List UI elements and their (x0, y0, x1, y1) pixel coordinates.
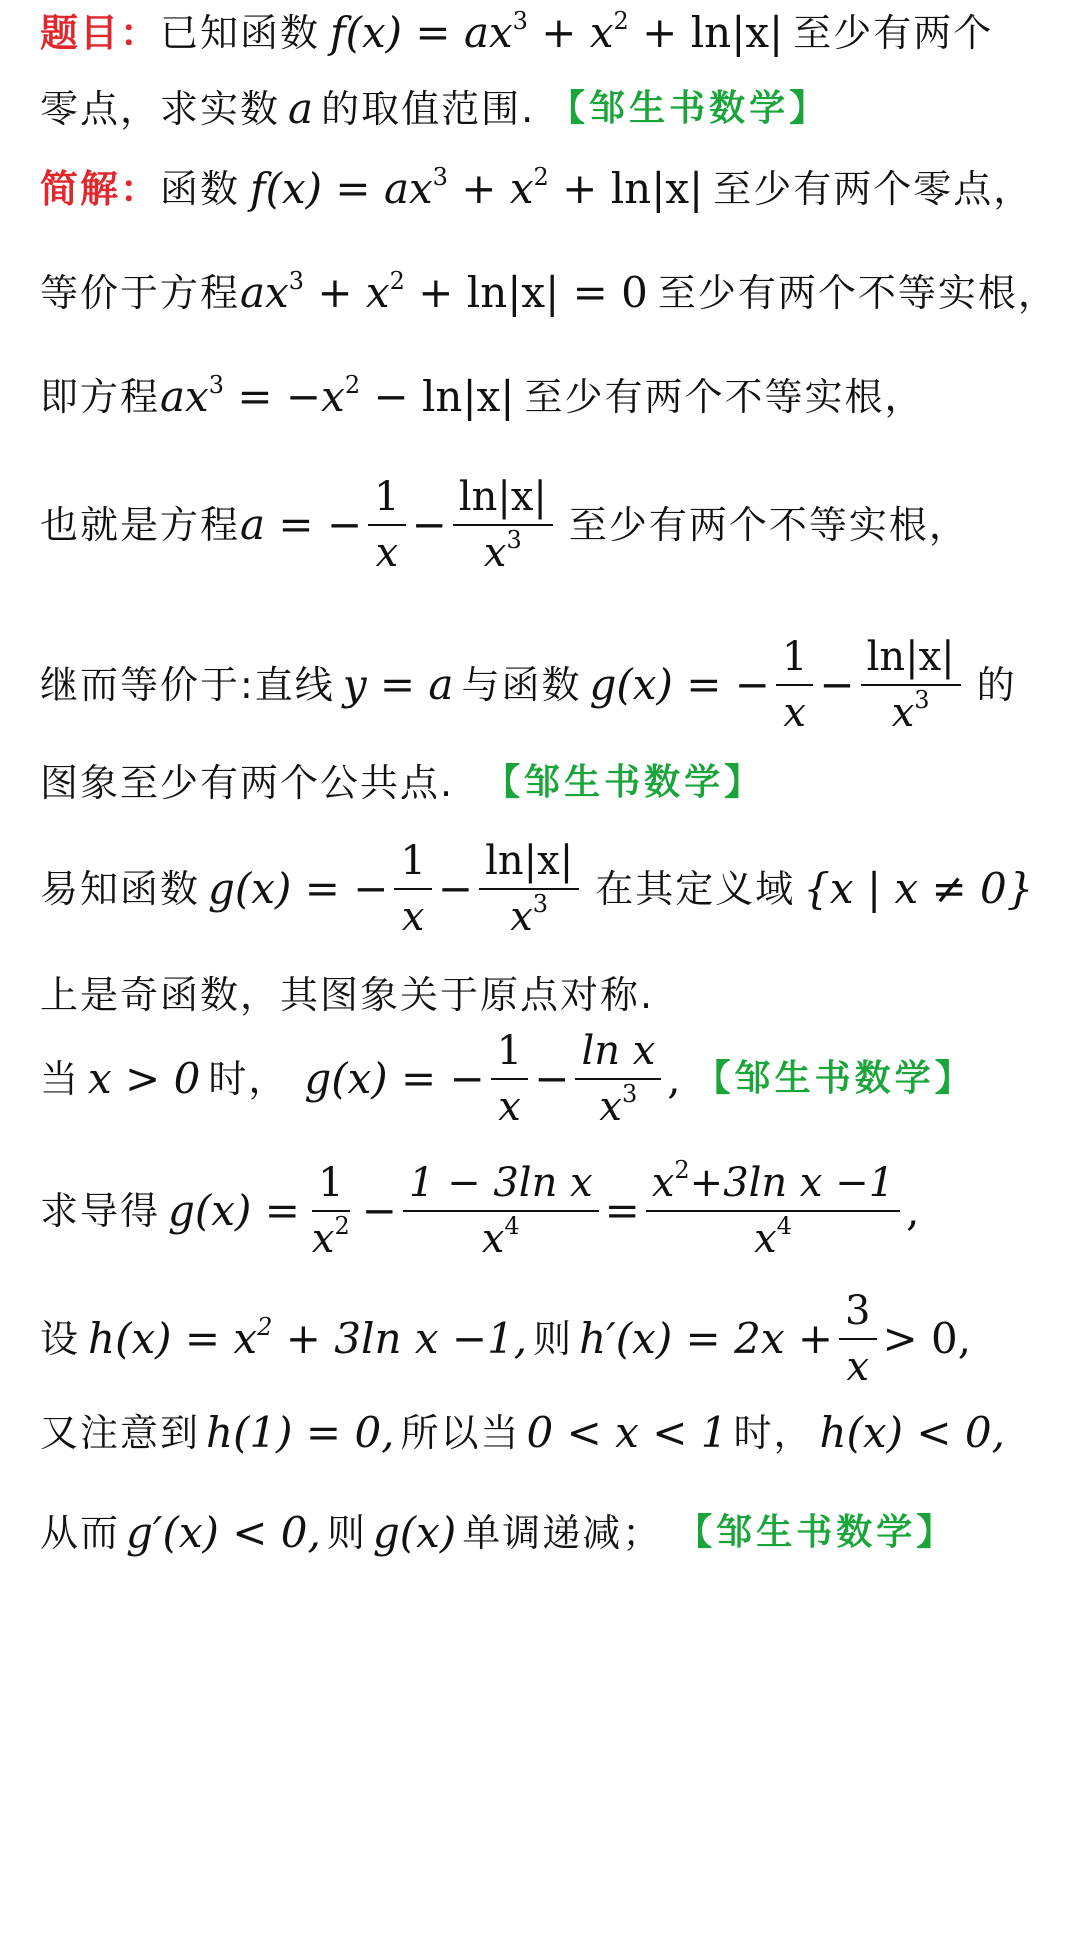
solution-line-3: 即方程 $ax^3 = -x^2 - \ln|x|$ 至少有两个不等实根， (40, 371, 925, 421)
problem-label: 题目： (40, 11, 161, 55)
solution-line-8: 上是奇函数，其图象关于原点对称. (40, 973, 655, 1017)
problem-line-1 (40, 7, 1060, 57)
fraction-ln-over-x3: $\frac{\ln|x|}{x^3}$ (453, 476, 553, 574)
watermark: 【邹生书数学】 (676, 1512, 957, 1553)
problem-line-2 (40, 84, 1060, 133)
solution-line-4: 也就是方程 a = − $\frac{1}{x}$ − $\frac{\ln|x|}{x^3}$ 至少有两个不等实根， (40, 474, 969, 576)
fraction-one-over-x: $\frac{1}{x}$ (368, 476, 405, 574)
problem-text-d: 的取值范围. (321, 87, 536, 131)
solution-line-10: 求导得 g(x) = $\frac{1}{x^2}$ − $\frac{\text{1 − 3ln x}}{x^4}$ = $\frac{x^2+3\ln x -1}{x^4}$ , (40, 1156, 920, 1262)
problem-text-c: 零点，求实数 (40, 87, 281, 131)
watermark: 【邹生书数学】 (694, 1058, 975, 1099)
solution-line-5: 继而等价于:直线 y = a 与函数 g(x) = − $\frac{1}{x}$ − $\frac{\ln|x|}{x^3}$ 的 (40, 634, 1017, 736)
solution-line-12: 又注意到 h(1) = 0, 所以当 0 < x < 1 时， h(x) < 0, (40, 1408, 1005, 1457)
problem-formula: $f(x) = ax^3 + x^2 + \ln|x|$ (330, 7, 784, 57)
solution-line-2: 等价于方程 $ax^3 + x^2 + \ln|x| = 0$ 至少有两个不等实根， (40, 267, 1058, 317)
solution-line-1: 简解： 函数 $f(x) = ax^3 + x^2 + \ln|x|$ 至少有两个零点， (40, 163, 1034, 213)
solution-label: 简解： (40, 167, 161, 211)
solution-line-11: 设 $h(x) = x^2 + 3\ln$ x −1, 则 h′(x) = 2x + $\frac{3}{x}$ > 0, (40, 1288, 972, 1390)
formula-eq: $ax^3 + x^2 + \ln|x| = 0$ (240, 267, 648, 317)
watermark: 【邹生书数学】 (549, 88, 830, 129)
formula-f: $f(x) = ax^3 + x^2 + \ln|x|$ (250, 163, 704, 213)
solution-line-6: 图象至少有两个公共点. 【邹生书数学】 (40, 761, 765, 805)
watermark: 【邹生书数学】 (484, 762, 765, 803)
problem-var-a: a (288, 84, 314, 133)
solution-line-9: 当 x > 0 时， g(x) = − $\frac{1}{x}$ − $\frac{\text{ln x}}{x^3}$ , 【邹生书数学】 (40, 1028, 975, 1130)
formula-eq-2: $ax^3 = -x^2 - \ln|x|$ (160, 371, 515, 421)
problem-text-b: 至少有两个 (793, 11, 994, 55)
problem-text-a: 已知函数 (160, 11, 321, 55)
solution-line-7: 易知函数 g(x) = − $\frac{1}{x}$ − $\frac{\ln|x|}{x^3}$ 在其定义域 {x | x ≠ 0} (40, 838, 1034, 940)
solution-line-13: 从而 g′(x) < 0, 则 g(x) 单调递减； 【邹生书数学】 (40, 1508, 957, 1557)
